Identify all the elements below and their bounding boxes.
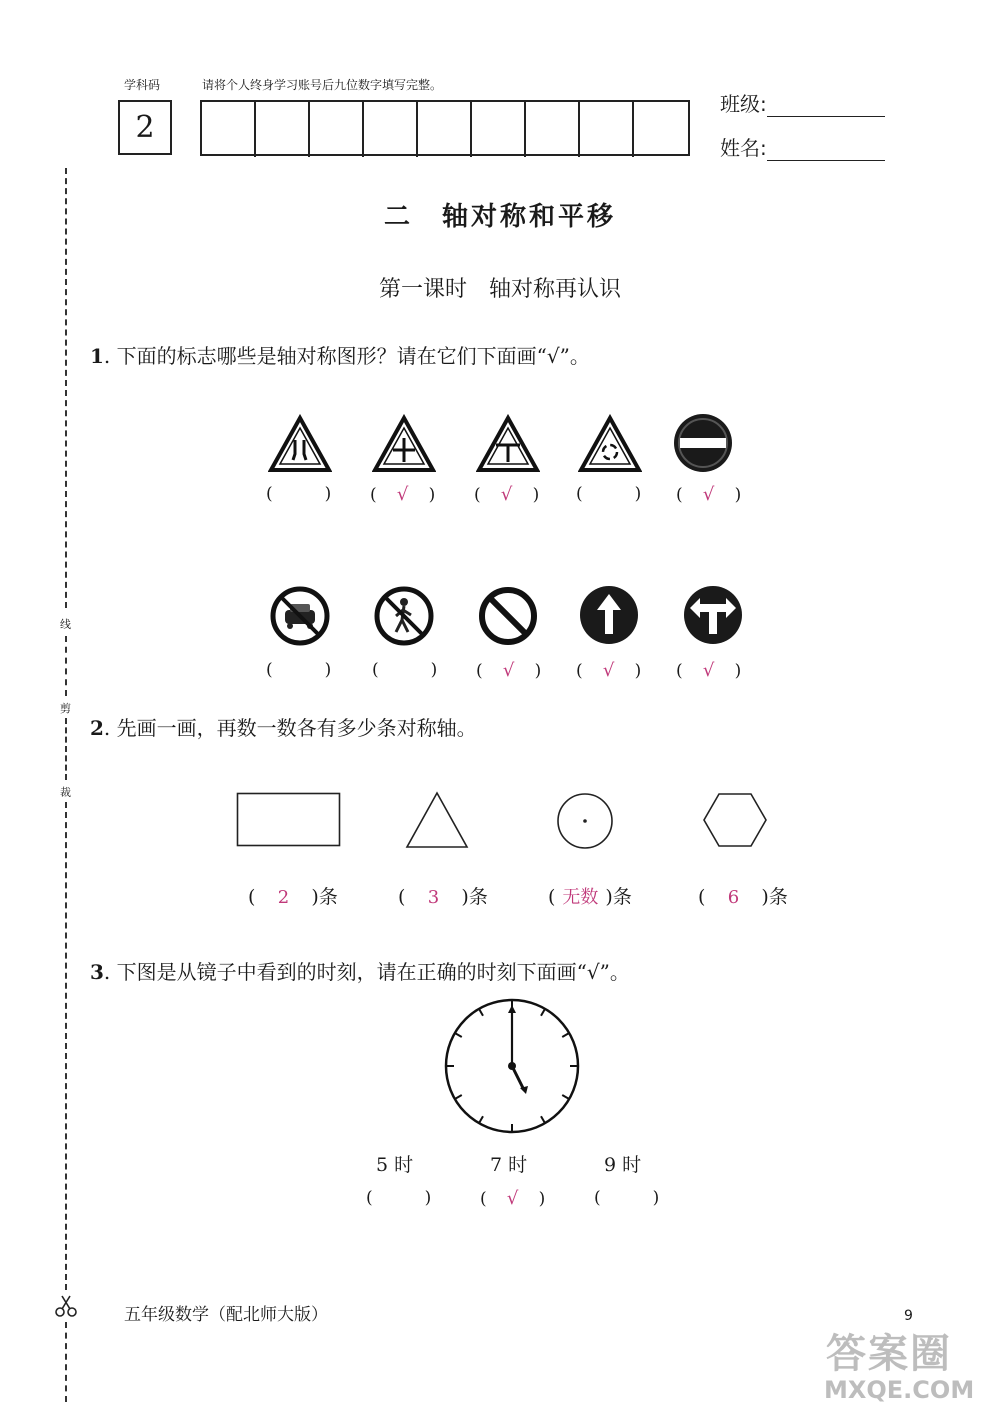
margin-label-cut: 剪 [60,702,71,715]
circle-shape [556,792,614,850]
unit-label: 条 [768,886,788,908]
subject-code-value: 2 [135,110,155,145]
id-digit-box[interactable] [256,102,310,157]
question-1 [90,340,590,369]
no-entry-sign-icon [672,412,734,474]
axes-answer-slot[interactable]: ( 6 )条 [698,886,788,908]
class-field[interactable] [720,88,885,117]
answer-slot[interactable]: ( √ ) [474,484,540,505]
class-input-line[interactable] [767,94,885,117]
axes-answer-slot[interactable]: ( 2 )条 [248,886,338,908]
axes-answer-slot[interactable]: ( 无数 )条 [548,882,632,909]
answer-mark: √ [602,660,615,681]
unit-label: 条 [612,886,632,908]
id-instruction: 请将个人终身学习账号后九位数字填写完整。 [202,78,443,92]
answer-slot[interactable]: ( ) [366,1188,432,1208]
axes-answer: 6 [727,887,740,908]
id-digit-box[interactable] [310,102,364,157]
id-digit-box[interactable] [634,102,688,157]
question-text: . 下面的标志哪些是轴对称图形？请在它们下面画“√”。 [103,344,590,368]
narrow-road-sign-icon [268,414,332,474]
cut-line-bottom [65,802,67,1290]
scissors-icon [54,1294,78,1318]
crossroad-sign-icon [372,414,436,474]
cut-line-mid2 [65,718,67,780]
rectangle-shape [236,792,342,848]
id-digit-box[interactable] [418,102,472,157]
watermark-logo: 答案圈 [826,1331,952,1377]
question-text: . 先画一画，再数一数各有多少条对称轴。 [103,716,477,740]
unit-label: 条 [318,886,338,908]
question-number: 3 [90,960,104,984]
cut-line-mid1 [65,636,67,696]
book-title: 五年级数学（配北师大版） [124,1305,328,1325]
time-option: 9 时 [604,1154,642,1176]
id-digit-box[interactable] [580,102,634,157]
margin-label-line: 线 [60,618,71,631]
axes-answer: 无数 [562,887,599,908]
question-3 [90,956,630,985]
subject-code-box [118,100,172,155]
id-digit-box[interactable] [202,102,256,157]
answer-slot[interactable]: ( ) [372,660,438,680]
id-digit-box[interactable] [526,102,580,157]
answer-mark: √ [396,484,409,505]
time-option: 7 时 [490,1154,528,1176]
answer-mark: √ [702,484,715,505]
name-label: 姓名: [720,136,767,160]
watermark-url: MXQE.COM [824,1376,975,1404]
answer-mark: √ [702,660,715,681]
answer-slot[interactable]: ( ) [576,484,642,504]
answer-slot[interactable]: ( ) [594,1188,660,1208]
subject-code-label: 学科码 [124,78,161,92]
id-digit-box[interactable] [364,102,418,157]
answer-slot[interactable]: ( √ ) [576,660,642,681]
page-number: 9 [904,1308,913,1324]
answer-slot[interactable]: ( √ ) [370,484,436,505]
unit-label: 条 [468,886,488,908]
cut-line-top [65,168,67,608]
question-number: 2 [90,716,104,740]
answer-slot[interactable]: ( √ ) [676,484,742,505]
chapter-title: 二 轴对称和平移 [383,202,616,232]
answer-mark: √ [506,1188,519,1209]
question-number: 1 [90,344,104,368]
straight-ahead-sign-icon [578,584,640,646]
axes-answer: 2 [277,887,290,908]
answer-slot[interactable]: ( √ ) [476,660,542,681]
no-pedestrians-sign-icon [374,586,434,646]
no-motor-vehicles-sign-icon [270,586,330,646]
answer-mark: √ [502,660,515,681]
answer-slot[interactable]: ( ) [266,660,332,680]
triangle-shape [404,790,470,850]
id-number-boxes[interactable] [200,100,690,156]
answer-slot[interactable]: ( ) [266,484,332,504]
lesson-title: 第一课时 轴对称再认识 [378,277,621,302]
turn-left-or-right-sign-icon [682,584,744,646]
t-junction-sign-icon [476,414,540,474]
answer-mark: √ [500,484,513,505]
no-vehicles-sign-icon [478,586,538,646]
axes-answer: 3 [427,887,440,908]
name-field[interactable] [720,132,885,161]
id-digit-box[interactable] [472,102,526,157]
mirrored-clock-icon [442,996,582,1136]
margin-label-trim: 裁 [60,786,71,799]
answer-slot[interactable]: ( √ ) [480,1188,546,1209]
roundabout-sign-icon [578,414,642,474]
name-input-line[interactable] [767,138,885,161]
time-option: 5 时 [376,1154,414,1176]
cut-line-end [65,1322,67,1402]
hexagon-shape [702,792,768,848]
axes-answer-slot[interactable]: ( 3 )条 [398,886,488,908]
question-text: . 下图是从镜子中看到的时刻，请在正确的时刻下面画“√”。 [103,960,630,984]
question-2 [90,712,477,741]
answer-slot[interactable]: ( √ ) [676,660,742,681]
class-label: 班级: [720,92,767,116]
